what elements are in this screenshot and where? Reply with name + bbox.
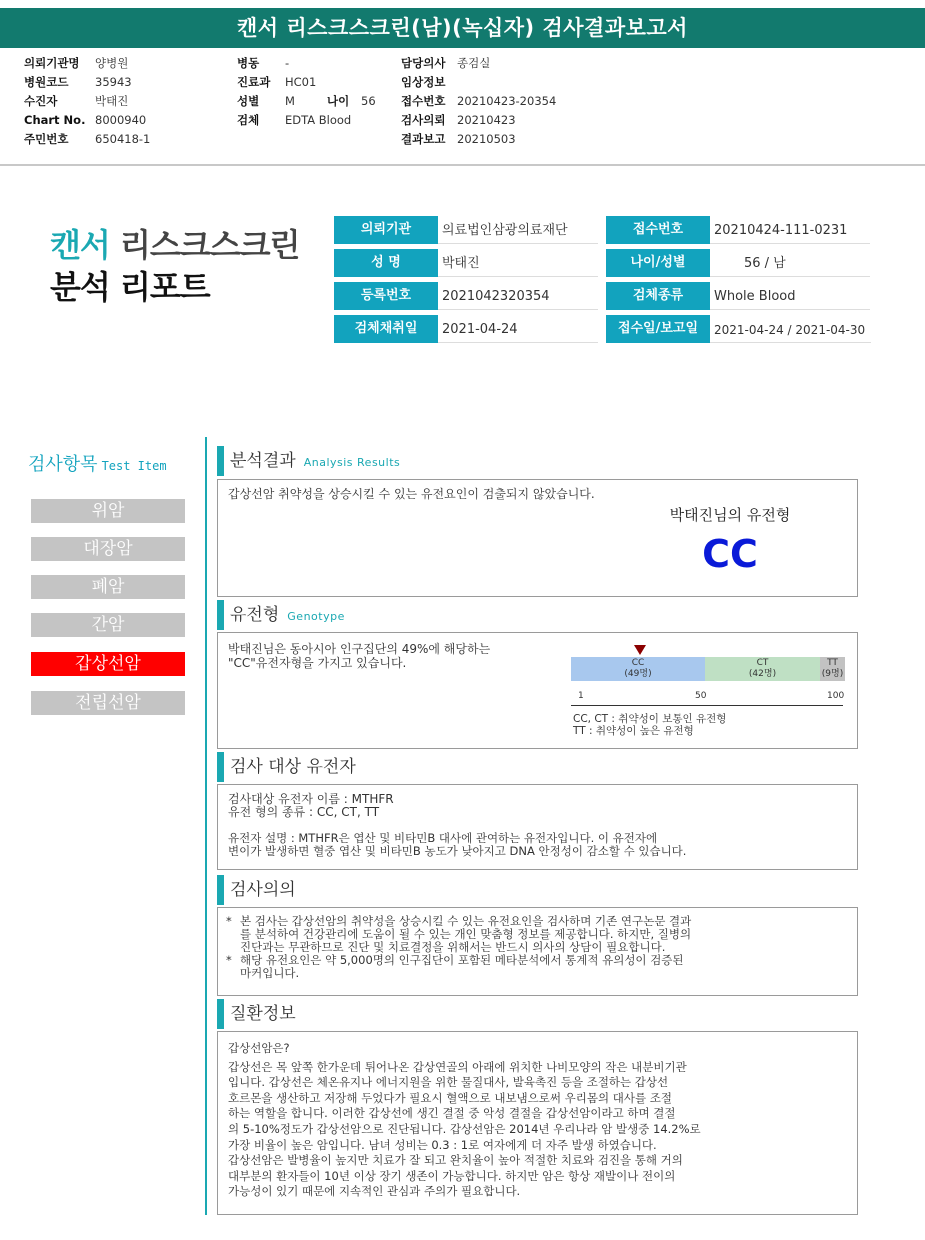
info-value: 56 / 남 [710,249,870,277]
genotype-text-2: "CC"유전자형을 가지고 있습니다. [228,656,407,670]
sidebar-item-thyroid[interactable]: 갑상선암 [31,652,185,676]
meta-label: 결과보고 [401,132,446,146]
vertical-divider [205,437,207,1215]
info-value: 박태진 [438,249,598,277]
bullet-1-line: 진단과는 무관하므로 진단 및 치료결정을 위해서는 반드시 의사의 상담이 필요합니다. [240,940,666,954]
info-value: 2021-04-24 / 2021-04-30 [710,315,871,343]
axis-line [571,705,843,706]
target-gene-box [217,784,858,870]
bullet-2-line: 해당 유전요인은 약 5,000명의 인구집단이 포함된 메타분석에서 통계적 유의성이 검증된 [240,953,684,967]
significance-box [217,907,858,996]
sidebar-title-ko: 검사항목 [28,454,98,475]
bar-segment-tt [820,657,845,681]
info-label: 검체종류 [606,282,710,310]
sidebar-title [28,450,167,476]
analysis-heading [217,446,400,476]
legend-2: TT : 취약성이 높은 유전형 [573,725,694,737]
meta-value: HC01 [285,75,317,89]
meta-col-1 [24,54,150,149]
info-label: 접수일/보고일 [606,315,710,343]
bullet-1 [226,915,849,954]
segment-name: CT [756,658,769,668]
disease-line: 입니다. 갑상선은 체온유지나 에너지원을 위한 물질대사, 발육촉진 등을 조절하는 갑상선 [228,1075,669,1090]
bullet-1-line: 를 분석하여 건강관리에 도움이 될 수 있는 개인 맞춤형 정보를 제공합니다. 하지만, 질병의 [240,927,692,941]
disease-line: 대부분의 환자들이 10년 이상 장기 생존이 가능합니다. 하지만 암은 항상 재발이나 전이의 [228,1168,676,1183]
meta-value: 650418-1 [95,132,151,146]
bullet-2-text [240,954,684,980]
genotype-heading [217,600,345,630]
info-value: 2021042320354 [438,282,598,310]
sidebar-title-en: Test Item [101,459,167,473]
bar-segment-ct [705,657,820,681]
segment-name: CC [631,658,645,668]
disease-line: 의 5-10%정도가 갑상선암으로 진단됩니다. 갑상선암은 2014년 우리나라 암 발생중 14.2%로 [228,1121,701,1136]
meta-value: EDTA Blood [285,113,352,127]
target-gene-heading: 검사 대상 유전자 [217,752,356,782]
genotype-heading-en: Genotype [287,610,345,623]
info-label: 검체채취일 [334,315,438,343]
meta-label: 진료과 [237,75,271,89]
sidebar-item-prostate[interactable]: 전립선암 [31,691,185,715]
disease-line: 갑상선암은 발병율이 높지만 치료가 잘 되고 완치율이 높아 적절한 치료와 검진을 통해 거의 [228,1153,683,1168]
bar-segment-cc [571,657,705,681]
brand-subtitle: 분석 리포트 [50,268,210,306]
disease-line: 가능성이 있기 때문에 지속적인 관심과 주의가 필요합니다. [228,1184,521,1199]
meta-label: 담당의사 [401,56,446,70]
bullet-mark: * [226,914,232,928]
significance-heading: 검사의의 [217,875,296,905]
meta-value: - [285,56,290,70]
sidebar-item-colon[interactable]: 대장암 [31,537,185,561]
disease-question: 갑상선암은? [228,1041,290,1055]
genotype-value: CC [702,532,758,576]
meta-value: 종검실 [457,56,491,70]
meta-value: 8000940 [95,113,147,127]
disease-line: 하는 역할을 합니다. 이러한 갑상선에 생긴 결절 중 악성 결절을 갑상선암이라고 하며 결절 [228,1106,676,1121]
meta-value: 박태진 [95,94,129,108]
analysis-text: 갑상선암 취약성을 상승시킬 수 있는 유전요인이 검출되지 않았습니다. [228,487,595,501]
disease-line: 가장 비율이 높은 암입니다. 남녀 성비는 0.3 : 1로 여자에게 더 자주 발생 하였습니다. [228,1137,657,1152]
meta-value: 56 [361,94,376,108]
meta-label: 의뢰기관명 [24,56,80,70]
meta-label: 병원코드 [24,75,69,89]
info-label: 성 명 [334,249,438,277]
meta-label: 수진자 [24,94,58,108]
tick-label: 100 [827,691,845,701]
info-value: 2021-04-24 [438,315,598,343]
meta-label: 나이 [327,94,350,108]
disease-heading: 질환정보 [217,999,296,1029]
info-label: 등록번호 [334,282,438,310]
segment-count: (9명) [821,669,844,679]
tick-label: 50 [695,691,707,701]
meta-value: 20210423-20354 [457,94,557,108]
disease-line: 갑상선은 목 앞쪽 한가운데 튀어나온 갑상연골의 아래에 위치한 나비모양의 작은 내분비기관 [228,1059,687,1074]
divider [0,164,925,166]
disease-box [217,1031,858,1215]
info-value: 20210424-111-0231 [710,216,870,244]
sidebar-item-stomach[interactable]: 위암 [31,499,185,523]
brand-title [50,220,299,266]
meta-col-3 [401,54,556,149]
info-value: 의료법인삼광의료재단 [438,216,598,244]
info-label: 의뢰기관 [334,216,438,244]
info-label: 나이/성별 [606,249,710,277]
meta-label: 검사의뢰 [401,113,446,127]
gene-name: 검사대상 유전자 이름 : MTHFR [228,792,394,806]
meta-col-2 [237,54,376,130]
segment-count: (49명) [624,669,652,679]
segment-count: (42명) [748,669,777,679]
bullet-mark: * [226,953,232,967]
gene-desc-2: 변이가 발생하면 혈중 엽산 및 비타민B 농도가 낮아지고 DNA 안정성이 감소할 수 있습니다. [228,844,687,858]
analysis-box [217,479,858,597]
sidebar-item-liver[interactable]: 간암 [31,613,185,637]
bullet-1-text [240,915,691,954]
info-value: Whole Blood [710,282,870,310]
meta-value: 20210503 [457,132,516,146]
genotype-heading-ko: 유전형 [230,605,280,625]
legend-1: CC, CT : 취약성이 보통인 유전형 [573,713,727,725]
genotype-box [217,632,858,749]
meta-value: 양병원 [95,56,129,70]
genotype-label: 박태진님의 유전형 [669,506,791,524]
sidebar-item-lung[interactable]: 폐암 [31,575,185,599]
gene-types: 유전 형의 종류 : CC, CT, TT [228,805,380,819]
bullet-1-line: 본 검사는 갑상선암의 취약성을 상승시킬 수 있는 유전요인을 검사하며 기존 연구논문 결과 [240,914,692,928]
brand-rest: 리스크스크린 [119,226,300,264]
meta-value: 35943 [95,75,132,89]
meta-label: 접수번호 [401,94,446,108]
position-marker [634,645,646,655]
meta-label: 성별 [237,94,260,108]
tick-label: 1 [578,691,584,701]
gene-desc-1: 유전자 설명 : MTHFR은 엽산 및 비타민B 대사에 관여하는 유전자입니다. 이 유전자에 [228,831,658,845]
meta-label: 병동 [237,56,260,70]
analysis-heading-en: Analysis Results [303,456,401,469]
bullet-2-line: 마커입니다. [240,966,300,980]
meta-value: 20210423 [457,113,516,127]
brand-accent: 캔서 [50,226,110,264]
meta-label: 주민번호 [24,132,69,146]
info-label: 접수번호 [606,216,710,244]
meta-value: M [285,94,295,108]
genotype-text-1: 박태진님은 동아시아 인구집단의 49%에 해당하는 [228,642,491,656]
disease-line: 호르몬을 생산하고 저장해 두었다가 필요시 혈액으로 내보냄으로써 우리몸의 대사를 조절 [228,1090,672,1105]
meta-label: Chart No. [24,113,86,127]
segment-name: TT [827,658,838,668]
meta-label: 임상정보 [401,75,446,89]
meta-label: 검체 [237,113,260,127]
bullet-2 [226,954,849,980]
report-title: 캔서 리스크스크린(남)(녹십자) 검사결과보고서 [0,8,925,48]
analysis-heading-ko: 분석결과 [230,451,296,471]
